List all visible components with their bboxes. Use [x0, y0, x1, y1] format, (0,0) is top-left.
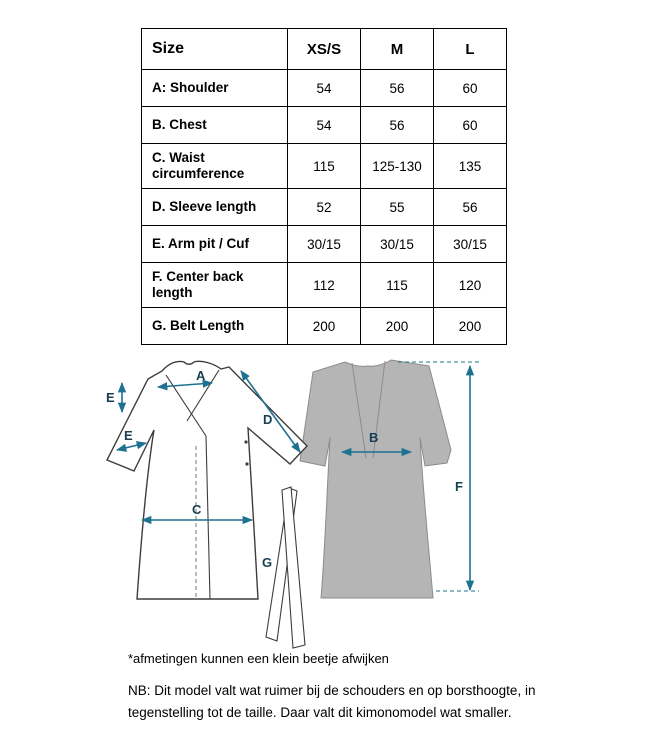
label-g: G	[262, 555, 273, 570]
row-label-cell: E. Arm pit / Cuf	[142, 226, 288, 263]
value-cell: 112	[288, 263, 361, 308]
robe-back-view	[300, 360, 451, 598]
size-table	[141, 28, 507, 345]
label-a: A	[196, 368, 206, 383]
row-label-cell: C. Waist circumference	[142, 144, 288, 189]
table-row	[142, 144, 507, 189]
table-row	[142, 107, 507, 144]
table-row	[142, 263, 507, 308]
label-b: B	[369, 430, 379, 445]
value-cell: 54	[288, 107, 361, 144]
measurement-diagram	[0, 350, 650, 660]
label-d: D	[263, 412, 273, 427]
row-label-cell: G. Belt Length	[142, 308, 288, 345]
table-row	[142, 226, 507, 263]
value-cell: 135	[434, 144, 507, 189]
column-header-l: L	[434, 29, 507, 70]
value-cell: 30/15	[434, 226, 507, 263]
value-cell: 125-130	[361, 144, 434, 189]
value-cell: 60	[434, 107, 507, 144]
robe-back-outline	[300, 360, 451, 598]
belt-loop	[245, 462, 248, 465]
value-cell: 200	[361, 308, 434, 345]
row-label-cell: D. Sleeve length	[142, 189, 288, 226]
nb-line-2: tegenstelling tot de taille. Daar valt dit kimonomodel wat smaller.	[128, 705, 512, 720]
nb-line-1: NB: Dit model valt wat ruimer bij de schouders en op borsthoogte, in	[128, 683, 536, 698]
table-row	[142, 70, 507, 107]
row-label-cell: A: Shoulder	[142, 70, 288, 107]
value-cell: 52	[288, 189, 361, 226]
value-cell: 55	[361, 189, 434, 226]
value-cell: 56	[434, 189, 507, 226]
label-e-cuff: E	[124, 428, 133, 443]
value-cell: 56	[361, 70, 434, 107]
value-cell: 115	[288, 144, 361, 189]
value-cell: 120	[434, 263, 507, 308]
table-row	[142, 308, 507, 345]
table-header-row	[142, 29, 507, 70]
value-cell: 30/15	[361, 226, 434, 263]
table-row	[142, 189, 507, 226]
row-label-cell: B. Chest	[142, 107, 288, 144]
value-cell: 200	[434, 308, 507, 345]
label-c: C	[192, 502, 202, 517]
value-cell: 200	[288, 308, 361, 345]
footnote: *afmetingen kunnen een klein beetje afwijken	[128, 651, 389, 666]
label-e-shoulder: E	[106, 390, 115, 405]
value-cell: 30/15	[288, 226, 361, 263]
column-header-size: Size	[142, 29, 288, 70]
nb-note	[128, 680, 535, 724]
value-cell: 115	[361, 263, 434, 308]
belt-loop	[244, 440, 247, 443]
value-cell: 56	[361, 107, 434, 144]
value-cell: 60	[434, 70, 507, 107]
value-cell: 54	[288, 70, 361, 107]
column-header-xss: XS/S	[288, 29, 361, 70]
row-label-cell: F. Center back length	[142, 263, 288, 308]
label-f: F	[455, 479, 463, 494]
column-header-m: M	[361, 29, 434, 70]
